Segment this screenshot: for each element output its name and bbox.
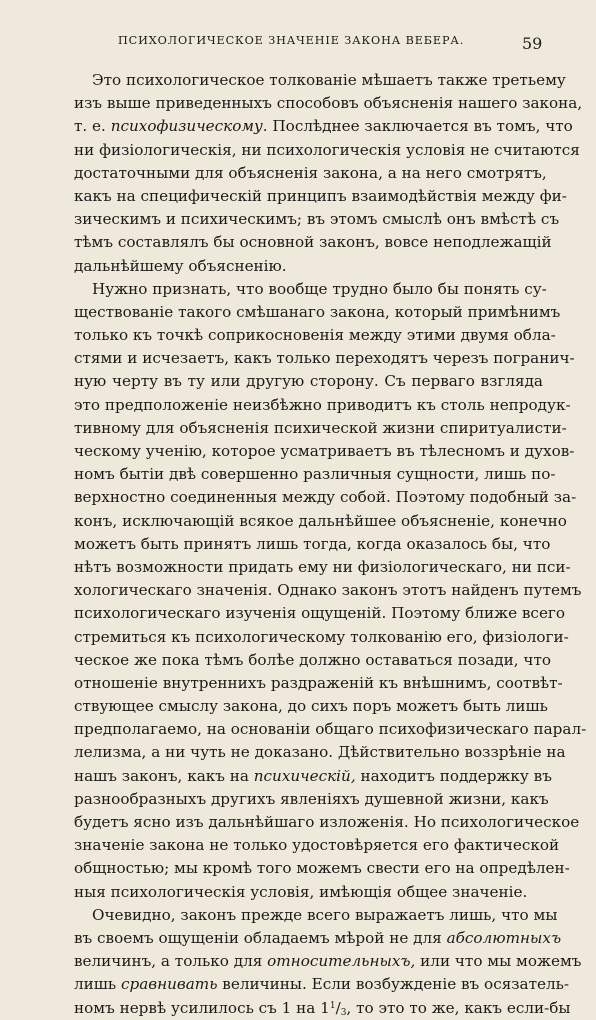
page-number: 59 <box>522 34 543 53</box>
text-line <box>74 255 543 278</box>
text-run: Очевидно, законъ прежде всего выражаетъ лишь, что мы <box>92 905 558 924</box>
text-line <box>74 231 552 254</box>
text-line <box>74 579 582 602</box>
body-text <box>74 69 587 1020</box>
emphasis: относительныхъ, <box>267 952 416 971</box>
text-run: стремиться къ психологическому толкованію его, физіологи- <box>74 627 569 646</box>
text-run: это предположеніе неизбѣжно приводитъ къ столь непродук- <box>74 395 571 414</box>
text-line <box>74 370 543 393</box>
text-run: ческому ученію, которое усматриваетъ въ тѣлесномъ и духов- <box>74 442 575 460</box>
emphasis: сравнивать <box>121 975 218 994</box>
text-run: дальнѣйшему объясненію. <box>74 256 287 275</box>
text-line <box>74 973 570 996</box>
text-line <box>74 904 558 927</box>
text-run: т. е. <box>74 117 111 136</box>
text-run: изъ выше приведенныхъ способовъ объясненія нашего закона, <box>74 94 583 113</box>
emphasis: психофизическому. <box>110 117 268 136</box>
text-run: можетъ быть принятъ лишь тогда, когда оказалось бы, что <box>74 534 551 553</box>
text-run: предполагаемо, на основаніи общаго психофизическаго парал- <box>74 720 587 739</box>
text-run: общностью; мы кромѣ того можемъ свести его на опредѣлен- <box>74 859 570 878</box>
text-run: ществованіе такого смѣшанаго закона, который примѣнимъ <box>74 302 561 321</box>
text-run: номъ нервѣ усилилось съ 1 на 1 <box>74 998 330 1017</box>
text-line <box>74 950 582 973</box>
fraction-numerator: 1 <box>329 1000 336 1011</box>
text-run: тѣмъ составлялъ бы основной законъ, вовсе неподлежащій <box>74 233 552 252</box>
text-line <box>74 440 575 463</box>
text-run: значеніе закона не только удостовѣряется его фактической <box>74 836 560 855</box>
text-run: тивному для объясненія психической жизни спиритуалисти- <box>74 418 567 437</box>
text-run: отношеніе внутреннихъ раздраженій къ внѣшнимъ, соотвѣт- <box>74 673 563 692</box>
text-line <box>74 556 571 579</box>
text-line <box>74 301 561 324</box>
text-line <box>74 927 562 950</box>
text-line <box>74 92 583 115</box>
text-run: ческое же пока тѣмъ болѣе должно оставаться позади, что <box>74 650 552 669</box>
text-line <box>74 162 547 185</box>
text-line <box>74 69 566 92</box>
text-line <box>74 324 556 347</box>
running-head: ПСИХОЛОГИЧЕСКОЕ ЗНАЧЕНІЕ ЗАКОНА ВЕБЕРА. <box>118 34 465 47</box>
text-run: находитъ поддержку въ <box>355 766 552 785</box>
text-run: ныя психологическія условія, имѣющія общее значеніе. <box>74 882 528 901</box>
text-run: нѣтъ возможности придать ему ни физіологическаго, ни пси- <box>74 557 571 576</box>
text-line <box>74 486 577 509</box>
text-line <box>74 997 571 1020</box>
text-line <box>74 881 543 904</box>
text-run: верхностно соединенныя между собой. Поэтому подобный за- <box>74 488 577 507</box>
text-line <box>74 533 551 556</box>
text-line <box>74 857 570 880</box>
text-line <box>74 834 560 857</box>
emphasis: абсолютныхъ <box>446 928 562 947</box>
text-line <box>74 695 548 718</box>
text-run: величинъ, а только для <box>74 952 268 971</box>
text-run: зическимъ и психическимъ; въ этомъ смыслѣ онъ вмѣстѣ съ <box>74 210 560 229</box>
emphasis: психическій, <box>253 766 356 785</box>
text-run: разнообразныхъ другихъ явленіяхъ душевной жизни, какъ <box>74 789 549 808</box>
text-run: психологическаго изученія ощущеній. Поэтому ближе всего <box>74 604 566 623</box>
text-line <box>74 139 580 162</box>
text-run: номъ бытіи двѣ совершенно различныя сущности, лишь по- <box>74 465 556 484</box>
text-line <box>74 672 563 695</box>
text-run: , то это то же, какъ если-бы <box>346 998 571 1017</box>
text-run: лелизма, а ни чуть не доказано. Дѣйствительно воззрѣніе на <box>74 743 566 762</box>
text-run: ствующее смыслу закона, до сихъ поръ можетъ быть лишь <box>74 697 548 716</box>
text-line <box>74 718 587 741</box>
text-run: лишь <box>74 975 121 994</box>
text-line <box>74 788 549 811</box>
text-line <box>74 765 552 788</box>
text-run: будетъ ясно изъ дальнѣйшаго изложенія. Но психологическое <box>74 813 580 831</box>
text-line <box>74 417 567 440</box>
text-run: въ своемъ ощущеніи обладаемъ мѣрой не для <box>74 928 447 947</box>
text-line <box>74 115 573 138</box>
text-run: величины. Если возбужденіе въ осязатель- <box>217 975 570 994</box>
text-run: хологическаго значенія. Однако законъ этотъ найденъ путемъ <box>74 581 582 600</box>
text-run: достаточными для объясненія закона, а на него смотрятъ, <box>74 163 547 182</box>
text-line <box>74 347 575 370</box>
text-line <box>74 649 552 672</box>
text-line <box>74 278 547 301</box>
text-run: ни физіологическія, ни психологическія условія не считаются <box>74 140 580 159</box>
text-run: Это психологическое толкованіе мѣшаетъ также третьему <box>92 71 566 89</box>
text-run: стями и исчезаетъ, какъ только переходятъ черезъ погранич- <box>74 349 575 368</box>
text-run: Послѣднее заключается въ томъ, что <box>267 117 573 136</box>
text-line <box>74 811 580 834</box>
text-line <box>74 394 571 417</box>
text-run: или что мы можемъ <box>415 952 582 971</box>
text-line <box>74 741 566 764</box>
text-run: ную черту въ ту или другую сторону. Съ перваго взгляда <box>74 372 543 391</box>
text-line <box>74 602 566 625</box>
text-line <box>74 185 567 208</box>
text-run: / <box>335 998 341 1017</box>
text-run: конъ, исключающій всякое дальнѣйшее объясненіе, конечно <box>74 511 567 530</box>
text-line <box>74 626 569 649</box>
text-run: какъ на специфическій принципъ взаимодѣйствія между фи- <box>74 186 567 205</box>
text-line <box>74 463 556 486</box>
text-run: только къ точкѣ соприкосновенія между этими двумя обла- <box>74 326 556 345</box>
text-run: Нужно признать, что вообще трудно было бы понять су- <box>92 279 547 298</box>
text-run: нашъ законъ, какъ на <box>74 766 254 785</box>
fraction-denominator: 3 <box>340 1007 347 1018</box>
text-line <box>74 208 560 231</box>
text-line <box>74 510 567 533</box>
